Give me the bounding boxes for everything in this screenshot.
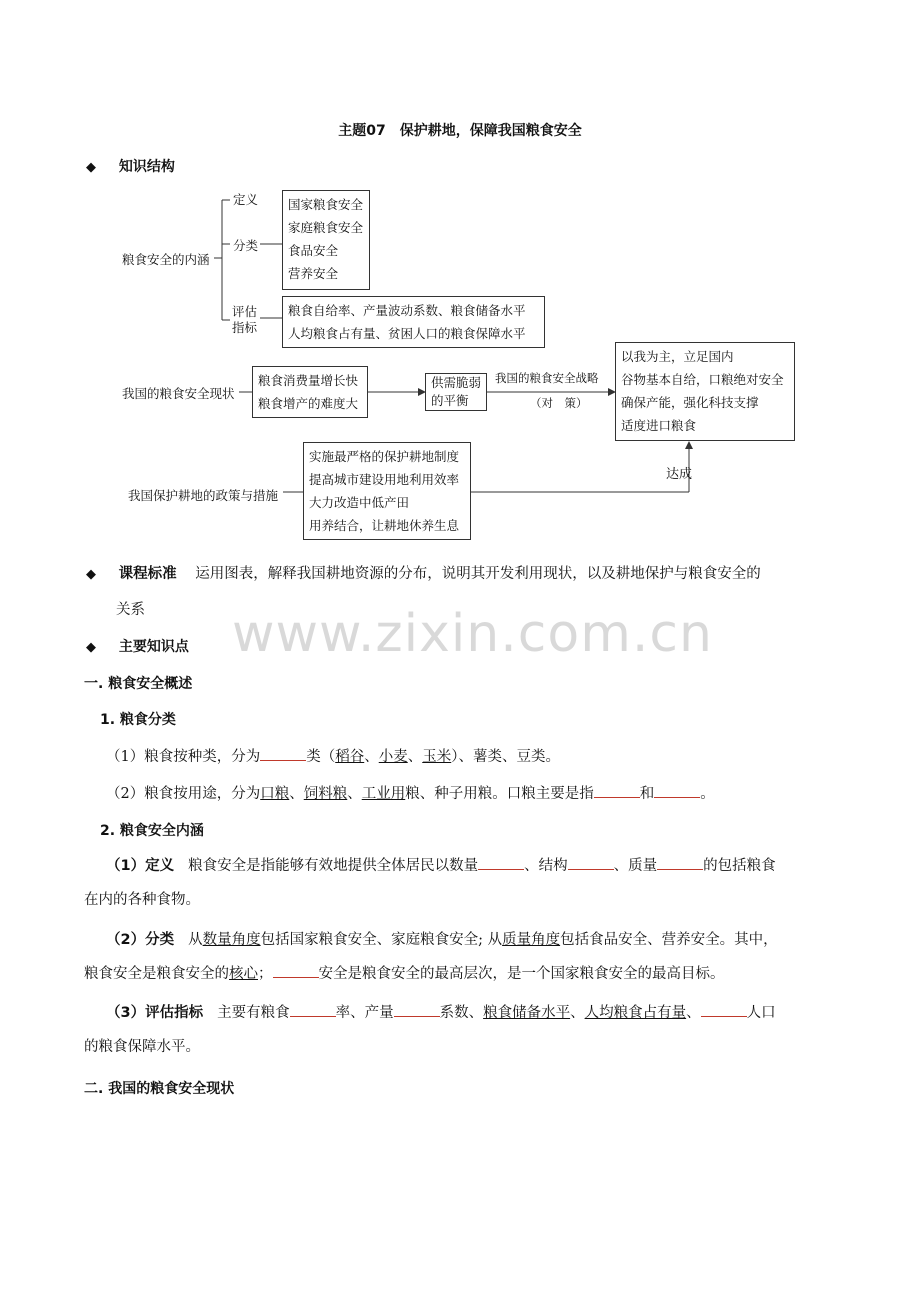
category-item: 家庭粮食安全	[288, 220, 364, 235]
section-knowledge-label: 知识结构	[118, 159, 175, 175]
text: 、质量	[613, 858, 658, 874]
node-status: 我国的粮食安全现状	[122, 386, 235, 401]
text: 人口	[746, 1005, 776, 1021]
text: 粮食安全是粮食安全的	[84, 966, 229, 982]
section-main-label: 主要知识点	[118, 639, 189, 655]
text: 。	[700, 786, 715, 802]
text: 、	[289, 786, 304, 802]
underlined-term: 数量角度	[202, 932, 261, 948]
policy-item: 实施最严格的保护耕地制度	[309, 449, 460, 464]
eval-item: 人均粮食占有量、贫困人口的粮食保障水平	[288, 326, 526, 341]
text: 安全是粮食安全的最高层次，是一个国家粮食安全的最高目标。	[318, 966, 725, 982]
standard-label: 课程标准	[118, 566, 177, 582]
category-item: 国家粮食安全	[288, 197, 364, 212]
status-box	[252, 366, 368, 418]
underlined-term: 人均粮食占有量	[584, 1005, 687, 1021]
item-label: （3）评估指标	[106, 1005, 204, 1021]
text: 粮、种子用粮。口粮主要是指	[405, 786, 594, 802]
paragraph-2	[106, 782, 715, 803]
fill-blank[interactable]	[654, 784, 700, 798]
heading-1: 一. 粮食安全概述	[84, 676, 193, 692]
paragraph-3	[84, 849, 836, 917]
policy-item: 用养结合，让耕地休养生息	[309, 518, 460, 533]
text: 包括国家粮食安全、家庭粮食安全; 从	[260, 932, 503, 948]
strategy-item: 以我为主，立足国内	[621, 349, 734, 364]
paragraph-4	[84, 923, 836, 991]
strategy-item: 适度进口粮食	[621, 418, 697, 433]
underlined-term: 工业用	[361, 786, 406, 802]
strategy-item: 确保产能，强化科技支撑	[621, 395, 759, 410]
diamond-bullet-icon: ◆	[86, 567, 96, 582]
heading-1-1: 1. 粮食分类	[100, 712, 176, 728]
text: 、	[364, 749, 379, 765]
underlined-term: 口粮	[260, 786, 290, 802]
text: 主要有粮食	[217, 1005, 290, 1021]
policy-item: 大力改造中低产田	[309, 495, 410, 510]
policy-item: 提高城市建设用地利用效率	[309, 472, 460, 487]
strategy-box	[615, 342, 795, 441]
text: ；	[258, 966, 273, 982]
underlined-term: 粮食储备水平	[483, 1005, 571, 1021]
text: 、	[347, 786, 362, 802]
page-title: 主题07 保护耕地，保障我国粮食安全	[338, 123, 582, 139]
text: 的包括粮食	[703, 858, 776, 874]
text: 和	[639, 786, 655, 802]
status-item: 粮食消费量增长快	[258, 373, 359, 388]
heading-1-2: 2. 粮食安全内涵	[100, 823, 204, 839]
fill-blank[interactable]	[273, 964, 319, 978]
eval-box	[282, 296, 545, 348]
node-definition: 定义	[233, 192, 259, 207]
balance-box	[425, 373, 487, 411]
text: 粮食安全是指能够有效地提供全体居民以数量	[188, 858, 479, 874]
category-item: 食品安全	[288, 243, 339, 258]
underlined-term: 小麦	[378, 749, 408, 765]
strategy-item: 谷物基本自给，口粮绝对安全	[621, 372, 784, 387]
fill-blank[interactable]	[701, 1003, 747, 1017]
eval-item: 粮食自给率、产量波动系数、粮食储备水平	[288, 303, 526, 318]
policy-box	[303, 442, 471, 540]
diamond-bullet-icon: ◆	[86, 160, 96, 175]
underlined-term: 稻谷	[335, 749, 365, 765]
node-connotation: 粮食安全的内涵	[122, 252, 210, 267]
diamond-bullet-icon: ◆	[86, 640, 96, 655]
underlined-term: 饲料粮	[303, 786, 348, 802]
standard-text-2: 关系	[116, 602, 145, 618]
text: （2）粮食按用途，分为	[106, 786, 261, 802]
text: 、结构	[524, 858, 568, 874]
paragraph-1	[106, 745, 560, 766]
category-box	[282, 190, 370, 290]
fill-blank[interactable]	[568, 856, 614, 870]
underlined-term: 质量角度	[502, 932, 561, 948]
item-label: （2）分类	[106, 932, 175, 948]
category-item: 营养安全	[288, 266, 339, 281]
text: 、	[407, 749, 423, 765]
paragraph-5	[84, 996, 836, 1064]
node-eval-1: 评估	[232, 304, 258, 319]
standard-text: 运用图表，解释我国耕地资源的分布，说明其开发利用现状，以及耕地保护与粮食安全的	[195, 566, 761, 582]
text: 从	[188, 932, 203, 948]
underlined-term: 玉米	[422, 749, 452, 765]
text: （1）粮食按种类，分为	[106, 749, 261, 765]
text: 包括食品安全、营养安全。其中，	[560, 932, 778, 948]
node-policy: 我国保护耕地的政策与措施	[128, 488, 279, 503]
node-category: 分类	[233, 238, 259, 253]
fill-blank[interactable]	[594, 784, 640, 798]
node-eval-2: 指标	[232, 320, 258, 335]
balance-line: 的平衡	[431, 393, 469, 408]
watermark-text: www.zixin.com.cn	[232, 604, 713, 664]
fill-blank[interactable]	[394, 1003, 440, 1017]
text: 在内的各种食物。	[84, 892, 200, 908]
underlined-term: 核心	[229, 966, 258, 982]
status-item: 粮食增产的难度大	[258, 396, 359, 411]
standard-line	[86, 562, 761, 583]
text: 率、产量	[335, 1005, 394, 1021]
achieve-label: 达成	[666, 467, 693, 482]
text: 类（	[306, 749, 336, 765]
heading-2: 二. 我国的粮食安全现状	[84, 1081, 235, 1097]
balance-line: 供需脆弱	[431, 375, 482, 390]
fill-blank[interactable]	[478, 856, 524, 870]
fill-blank[interactable]	[260, 747, 306, 761]
section-main-heading	[86, 636, 189, 656]
text: 、	[686, 1005, 701, 1021]
text: 、	[570, 1005, 585, 1021]
strategy-sublabel: （对 策）	[530, 396, 588, 410]
text: 系数、	[439, 1005, 484, 1021]
text: 的粮食保障水平。	[84, 1039, 200, 1055]
item-label: （1）定义	[106, 858, 175, 874]
text: ）、薯类、豆类。	[451, 749, 560, 765]
fill-blank[interactable]	[657, 856, 703, 870]
fill-blank[interactable]	[290, 1003, 336, 1017]
strategy-label: 我国的粮食安全战略	[495, 371, 599, 385]
